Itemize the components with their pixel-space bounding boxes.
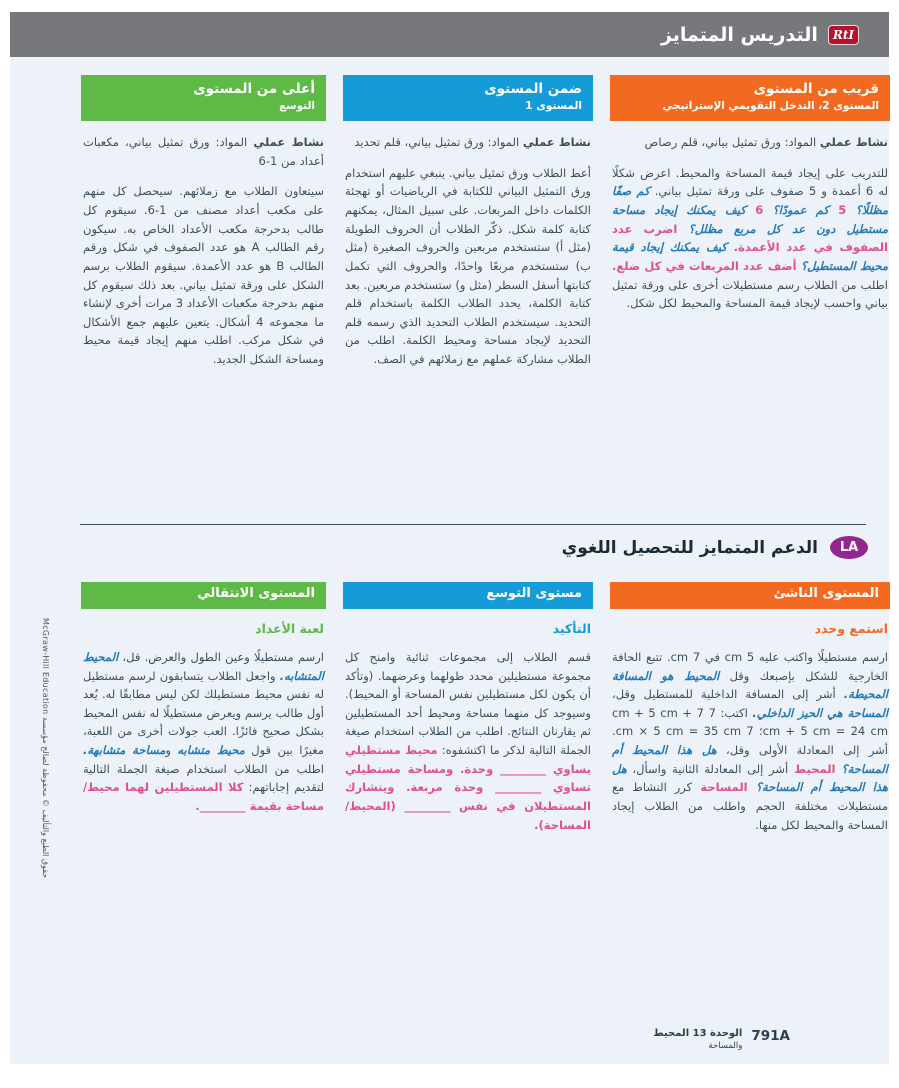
level-column-green xyxy=(81,75,326,369)
la-section-title: الدعم المتمايز للتحصيل اللغوي xyxy=(561,537,818,558)
level-title: المستوى الانتقالي xyxy=(197,586,315,601)
level-header xyxy=(343,75,593,121)
level-column-blue xyxy=(343,582,593,834)
level-header xyxy=(343,582,593,609)
body-paragraph: نشاط عملي المواد: ورق تمثيل بياني، مكعبات أعداد من 1-6 xyxy=(83,135,324,168)
body-paragraph: أعط الطلاب ورق تمثيل بياني. ينبغي عليهم استخدام ورق التمثيل البياني للكتابة في الرياضيات أو تهجئة الكلمات داخل المربعات. على سبيل المثال، يمكنهم كتابة كلمة شكل. ذكّر الطلاب أن الحروف الطويلة (مثل أ) ستستخدم مربعين والحروف الصغيرة (مثل ب) ستستخدم مربعًا واحدًا، والحروف التي تكمل كتابتها أسفل السطر (مثل و) ستستخدم مربعين. بعد كتابة الكلمة، يحدد الطلاب الكلمة باستخدام قلم التحديد. سيستخدم الطلاب التحديد الذي رسمه قلم التحديد لإيجاد مساحة ومحيط الكلمة. اطلب من الطلاب مشاركة عملهم مع زملائهم في الصف. xyxy=(345,165,591,367)
body-paragraph: ارسم مستطيلًا واكتب عليه 5 cm في 7 cm. تتبع الحافة الخارجية للشكل بإصبعك وقل المحيط هو المسافة المحيطة. أشر إلى المسافة الداخلية للمستطيل وقل، المساحة هي الحيز الداخلي. اكتب: 7 cm + 5 cm + 7 cm + 5 cm = 24 cm؛ 7 cm × 5 cm = 35 cm. أشر إلى المعادلة الأولى وقل، هل هذا المحيط أم المساحة؟ المحيط أشر إلى المعادلة الثانية واسأل، هل هذا المحيط أم المساحة؟ المساحة كرر النشاط مع مستطيلات مختلفة الحجم واطلب من الطلاب إيجاد المساحة والمحيط لكل منها. xyxy=(612,649,889,832)
la-level-columns xyxy=(80,582,890,834)
level-column-green xyxy=(81,582,326,834)
activity-subheader: استمع وحدد xyxy=(814,620,888,636)
page-header-bar xyxy=(10,12,889,57)
level-header xyxy=(81,582,326,609)
level-header xyxy=(610,75,890,121)
body-paragraph: نشاط عملي المواد: ورق تمثيل بياني، قلم رصاص xyxy=(644,135,888,150)
unit-label: الوحدة 13 المحيط والمساحة xyxy=(653,1028,743,1051)
level-title: ضمن المستوى xyxy=(484,81,582,97)
level-title: قريب من المستوى xyxy=(753,81,879,97)
copyright-vertical-text: حقوق الطبع والتأليف © محفوظة لصالح مؤسسة McGraw-Hill Education xyxy=(41,618,50,879)
la-section-header xyxy=(562,536,868,559)
level-subtitle: المستوى 2، التدخل التقويمي الإستراتيجي xyxy=(662,99,879,112)
level-subtitle: التوسع xyxy=(279,99,315,112)
body-paragraph: للتدريب على إيجاد قيمة المساحة والمحيط. اعرض شكلًا له 6 أعمدة و 5 صفوف على ورقة تمثيل بياني. كم صفًا مظللًا؟ 5 كم عمودًا؟ 6 كيف يمكنك إيجاد مساحة مستطيل دون عد كل مربع مظلل؟ اضرب عدد الصفوف في عدد الأعمدة. كيف يمكنك إيجاد قيمة محيط المستطيل؟ أضف عدد المربعات في كل ضلع. اطلب من الطلاب رسم مستطيلات أخرى على ورقة تمثيل بياني واحسب لإيجاد قيمة المساحة والمحيط لكل شكل. xyxy=(612,165,889,311)
level-column-orange xyxy=(610,582,890,834)
level-subtitle: المستوى 1 xyxy=(525,99,582,112)
level-title: أعلى من المستوى xyxy=(193,81,315,97)
level-header xyxy=(610,582,890,609)
level-column-blue xyxy=(343,75,593,369)
page-number: 791A xyxy=(751,1028,790,1044)
level-header xyxy=(81,75,326,121)
page-footer xyxy=(653,1028,790,1052)
activity-subheader: لعبة الأعداد xyxy=(255,620,324,636)
body-paragraph: ارسم مستطيلًا وعين الطول والعرض. قل، المحيط المتشابه. واجعل الطلاب يتسابقون لرسم مستطيل له نفس محيط مستطيلك لكن ليس مطابقًا له. يُعد أول طالب يرسم ويعرض مستطيلًا له نفس المحيط بشكل صحيح فائزًا. العب جولات أخرى من اللعبة، مغيرًا بين قول محيط متشابه ومساحة متشابهة. اطلب من الطلاب استخدام صيغة الجملة التالية لتقديم إجاباتهم: كلا المستطيلين لهما محيط/مساحة بقيمة ________. xyxy=(83,649,324,813)
activity-subheader: التأكيد xyxy=(552,620,591,636)
body-paragraph: نشاط عملي المواد: ورق تمثيل بياني، قلم تحديد xyxy=(354,135,591,150)
rti-level-columns xyxy=(80,75,890,369)
body-paragraph: سيتعاون الطلاب مع زملائهم. سيحصل كل منهم على مكعب أعداد مصنف من 1-6. سيقوم كل طالب بدحرجة مكعب الأعداد الخاص به. سيكون رقم الطالب A هو عدد الصفوف في شكل ورقم الطالب B هو عدد الأعمدة. سيقوم الطلاب برسم الشكل على ورقة تمثيل بياني. بعد ذلك سيقوم كل منهم بدحرجة مكعبات الأعداد 3 مرات أخرى لإنشاء ما مجموعه 4 أشكال. يتعين عليهم جمع الأشكال في شكل مركب. اطلب منهم إيجاد قيمة محيط ومساحة الشكل الجديد. xyxy=(83,184,325,367)
level-column-orange xyxy=(610,75,890,369)
body-paragraph: قسم الطلاب إلى مجموعات ثنائية وامنح كل مجموعة مستطيلين محدد طولهما وعرضهما. (وتأكد أن يكون لكل مستطيلين نفس المساحة أو المحيط). وسيوجد كل منهما مساحة ومحيط أحد المستطيلين ثم يقارنان النتائج. اطلب من الطلاب استخدام صيغة الجملة التالية لذكر ما اكتشفوه: محيط مستطيلي يساوي ________ وحدة. ومساحة مستطيلي تساوي ________ وحدة مربعة. ويتشارك المستطيلان في نفس ________ (المحيط/المساحة). xyxy=(345,649,591,832)
rti-badge-icon: RtI xyxy=(828,25,859,45)
level-title: المستوى الناشئ xyxy=(773,586,879,601)
level-title: مستوى التوسع xyxy=(486,586,582,601)
section-divider xyxy=(80,524,866,525)
la-badge-icon: LA xyxy=(830,536,868,559)
page-title: التدريس المتمايز xyxy=(660,23,818,46)
